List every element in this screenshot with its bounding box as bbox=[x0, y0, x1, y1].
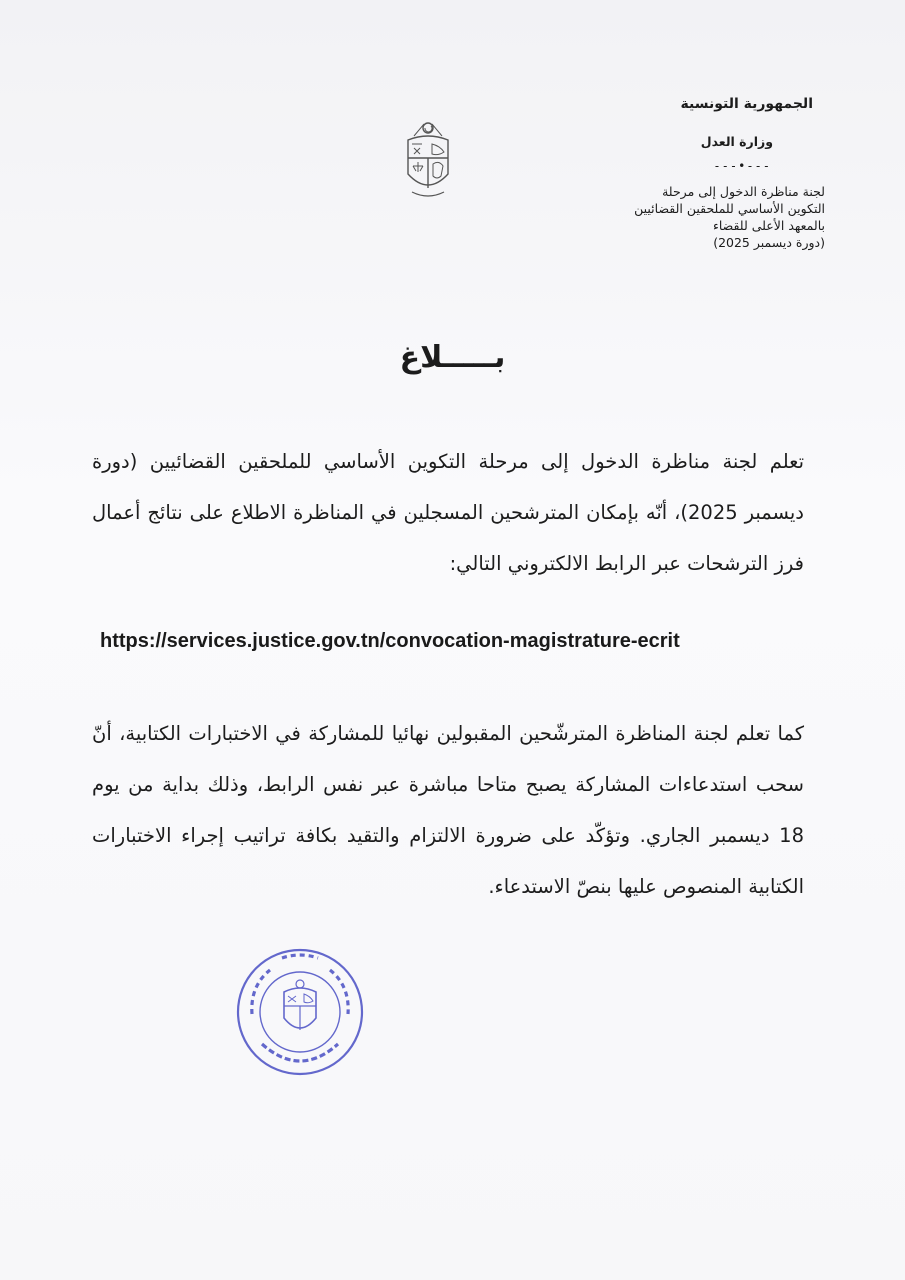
committee-line: التكوين الأساسي للملحقين القضائيين bbox=[634, 201, 825, 216]
header-separator: ---•--- bbox=[713, 159, 771, 173]
letterhead bbox=[569, 96, 829, 251]
committee-line: بالمعهد الأعلى للقضاء bbox=[712, 218, 825, 233]
committee-name bbox=[569, 183, 829, 251]
notice-title: بـــــلاغ bbox=[399, 340, 506, 375]
republic-name: الجمهورية التونسية bbox=[680, 96, 813, 112]
results-link[interactable]: https://services.justice.gov.tn/convocation-magistrature-ecrit bbox=[100, 630, 680, 652]
ministry-name: وزارة العدل bbox=[700, 134, 773, 149]
notice-paragraph-1: تعلم لجنة مناظرة الدخول إلى مرحلة التكوين الأساسي للملحقين القضائيين (دورة ديسمبر 2025)، أنّه بإمكان المترشحين المسجلين في المناظرة الاطلاع على نتائج أعمال فرز الترشحات عبر الرابط الالكتروني التالي: bbox=[92, 450, 804, 575]
official-stamp-icon bbox=[232, 944, 368, 1080]
committee-line: لجنة مناظرة الدخول إلى مرحلة bbox=[662, 184, 825, 199]
committee-line: (دورة ديسمبر 2025) bbox=[713, 235, 825, 250]
notice-paragraph-2: كما تعلم لجنة المناظرة المترشّحين المقبولين نهائيا للمشاركة في الاختبارات الكتابية، أنّ سحب استدعاءات المشاركة يصبح متاحا مباشرة عبر نفس الرابط، وذلك بداية من يوم 18 ديسمبر الجاري. وتؤكّد على ضرورة الالتزام والتقيد بكافة تراتيب إجراء الاختبارات الكتابية المنصوص عليها بنصّ الاستدعاء. bbox=[92, 722, 804, 898]
coat-of-arms-icon bbox=[400, 118, 456, 202]
